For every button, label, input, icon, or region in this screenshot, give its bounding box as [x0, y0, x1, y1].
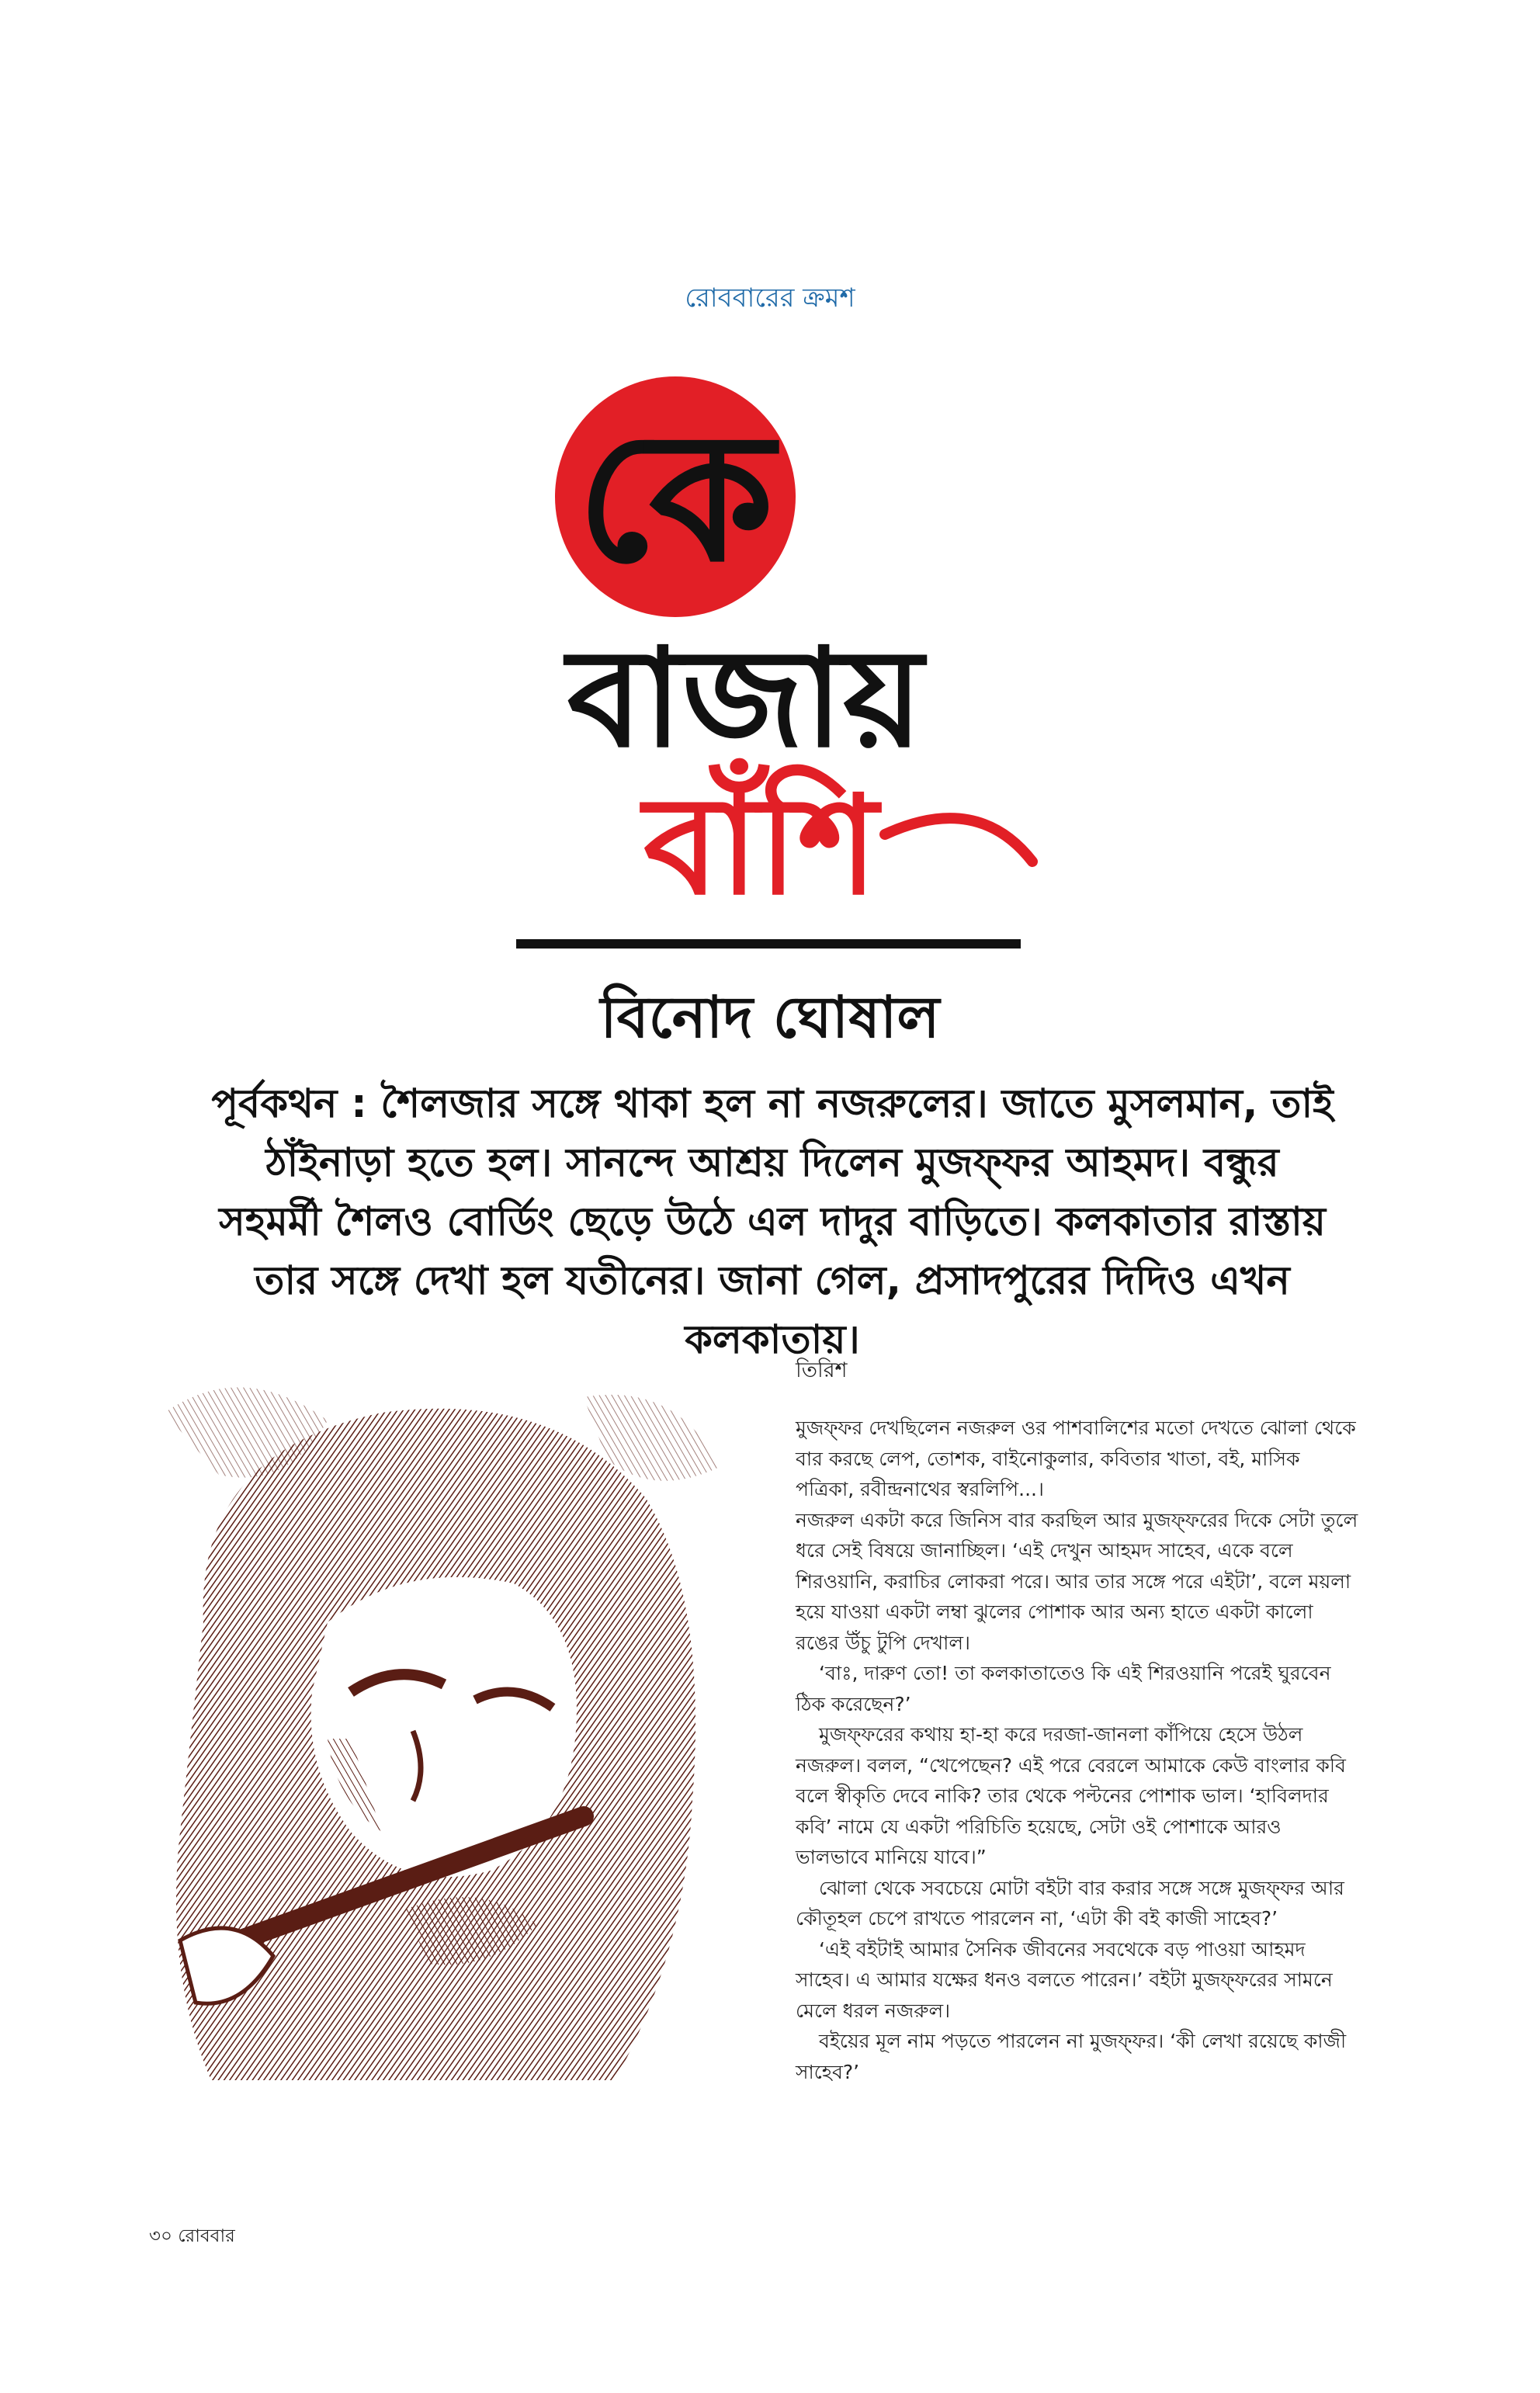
paragraph: ঝোলা থেকে সবচেয়ে মোটা বইটা বার করার সঙ্গে সঙ্গে মুজফ্‌ফর আর কৌতূহল চেপে রাখতে পারলেন না, ‘এটা কী বই কাজী সাহেব?’ [796, 1876, 1344, 1930]
nazrul-flute-illustration [149, 1366, 723, 2096]
paragraph: ‘বাঃ, দারুণ তো! তা কলকাতাতেও কি এই শিরওয়ানি পরেই ঘুরবেন ঠিক করেছেন?’ [796, 1662, 1331, 1715]
author-name: বিনোদ ঘোষাল [600, 984, 940, 1051]
story-body [796, 1413, 1358, 2087]
paragraph: বইয়ের মূল নাম পড়তে পারলেন না মুজফ্‌ফর। ‘কী লেখা রয়েছে কাজী সাহেব?’ [796, 2030, 1347, 2083]
title-underline [516, 939, 1021, 949]
title-line2: বাজায় [567, 620, 924, 778]
chapter-number: তিরিশ [796, 1358, 848, 1382]
title-swash [885, 818, 1032, 862]
paragraph: মুজফ্‌ফরের কথায় হা-হা করে দরজা-জানলা কাঁপিয়ে হেসে উঠল নজরুল। বলল, “খেপেছেন? এই পরে বেরলে আমাকে কেউ বাংলার কবি বলে স্বীকৃতি দেবে নাকি? তার থেকে পল্টনের পোশাক ভাল। ‘হাবিলদার কবি’ নামে যে একটা পরিচিতি হয়েছে, সেটা ওই পোশাকে আরও ভালভাবে মানিয়ে যাবে।” [796, 1723, 1346, 1868]
title-line3: বাঁশি [643, 768, 878, 925]
story-summary: পূর্বকথন : শৈলজার সঙ্গে থাকা হল না নজরুলের। জাতে মুসলমান, তাই ঠাঁইনাড়া হতে হল। সানন্দে আশ্রয় দিলেন মুজফ্‌ফর আহমদ। বন্ধুর সহমর্মী শৈলও বোর্ডিং ছেড়ে উঠে এল দাদুর বাড়িতে। কলকাতার রাস্তায় তার সঙ্গে দেখা হল যতীনের। জানা গেল, প্রসাদপুরের দিদিও এখন কলকাতায়। [211, 1081, 1334, 1363]
title-logo [497, 326, 1040, 962]
paragraph: ‘এই বইটাই আমার সৈনিক জীবনের সবথেকে বড় পাওয়া আহমদ সাহেব। এ আমার যক্ষের ধনও বলতে পারেন।’ বইটা মুজফ্‌ফরের সামনে মেলে ধরল নজরুল। [796, 1937, 1333, 2022]
series-label: রোববারের ক্রমশ [685, 283, 855, 314]
title-line1: কে [576, 394, 775, 602]
page-footer: ৩০ রোববার [149, 2226, 235, 2246]
paragraph: মুজফ্‌ফর দেখছিলেন নজরুল ওর পাশবালিশের মতো দেখতে ঝোলা থেকে বার করছে লেপ, তোশক, বাইনোকুলার, কবিতার খাতা, বই, মাসিক পত্রিকা, রবীন্দ্রনাথের স্বরলিপি...। [796, 1417, 1356, 1500]
paragraph: নজরুল একটা করে জিনিস বার করছিল আর মুজফ্‌ফরের দিকে সেটা তুলে ধরে সেই বিষয়ে জানাচ্ছিল। ‘এই দেখুন আহমদ সাহেব, একে বলে শিরওয়ানি, করাচির লোকরা পরে। আর তার সঙ্গে পরে এইটা’, বলে ময়লা হয়ে যাওয়া একটা লম্বা ঝুলের পোশাক আর অন্য হাতে একটা কালো রঙের উঁচু টুপি দেখাল। [796, 1508, 1358, 1654]
